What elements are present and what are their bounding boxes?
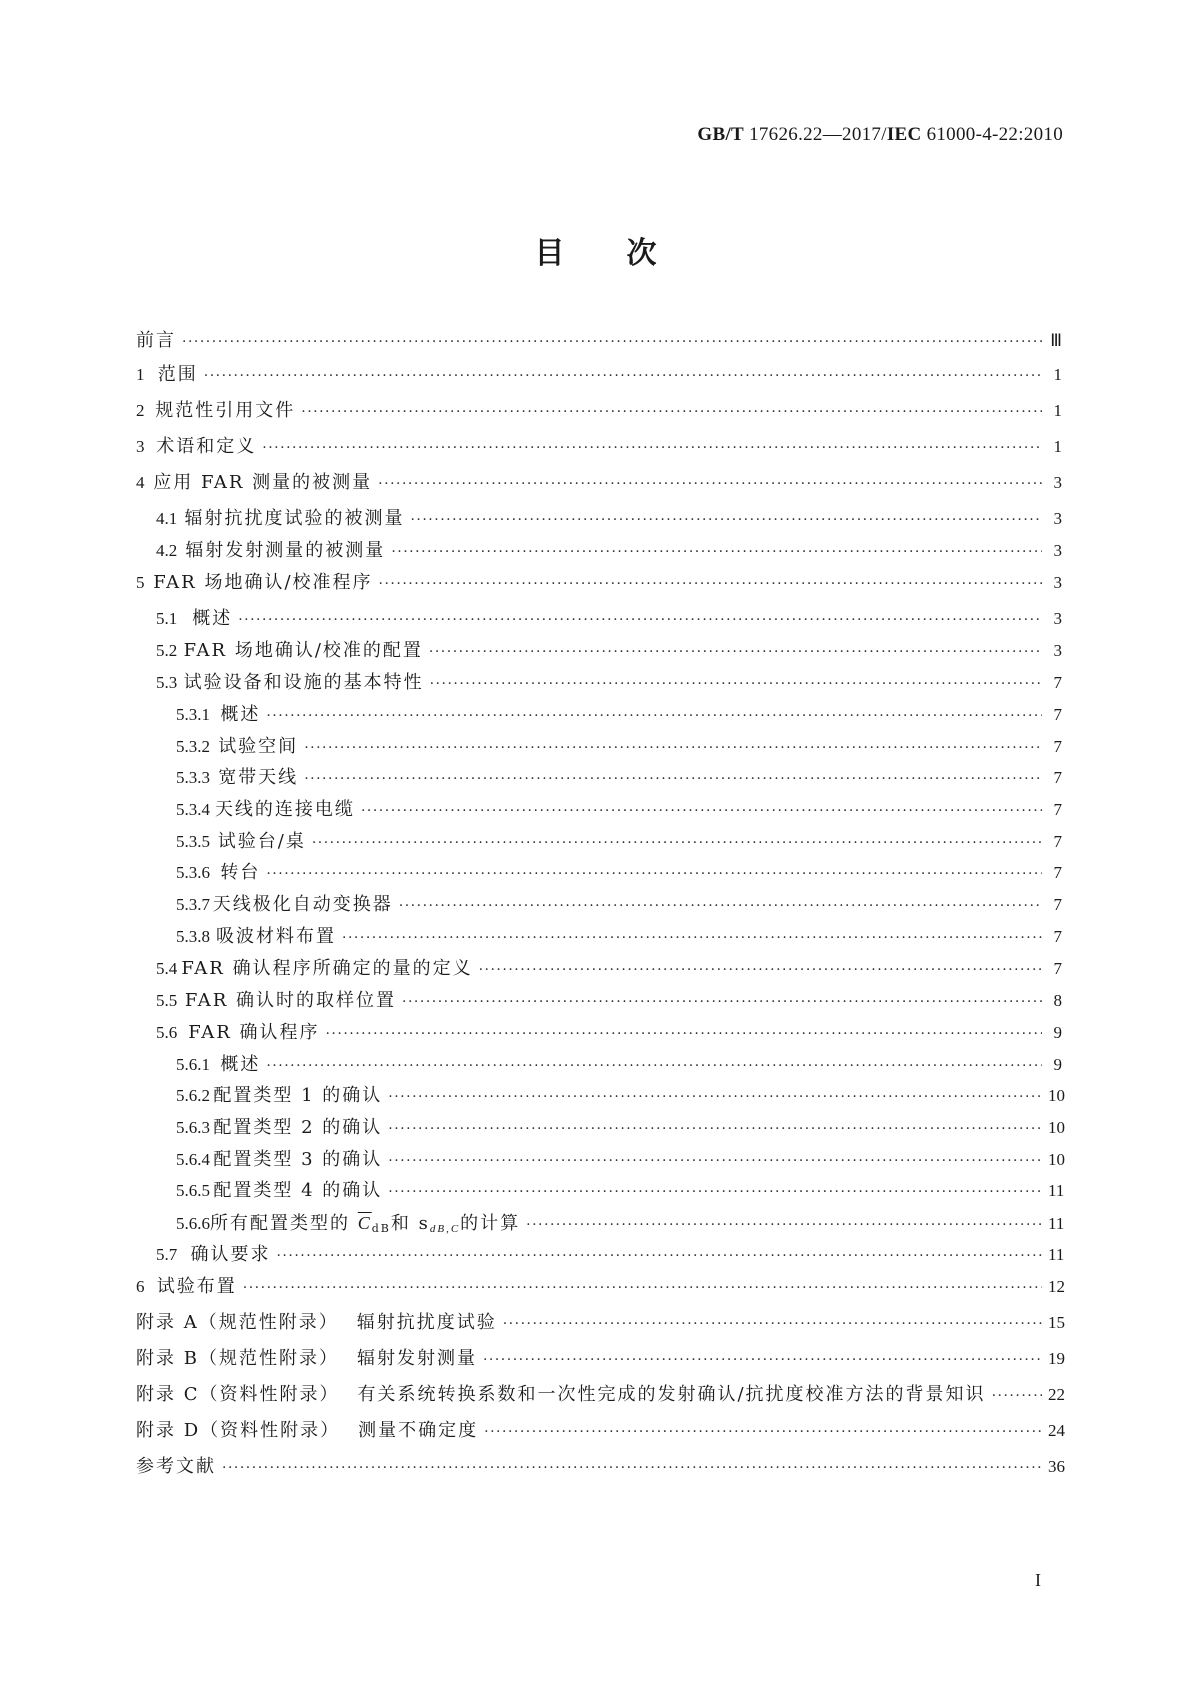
s-subscript: dB,C: [429, 1222, 461, 1235]
toc-entry-page: 7: [1053, 705, 1062, 724]
toc-entry-number: 5.3.6: [176, 863, 210, 883]
dot-leader: [222, 1457, 1042, 1479]
dot-leader: [479, 959, 1042, 981]
toc-entry[interactable]: [136, 736, 1062, 768]
toc-entry-page: 15: [1048, 1312, 1065, 1332]
toc-entry-page: 9: [1053, 1022, 1062, 1042]
c-mean-symbol: $\overline{C}$: [357, 1212, 372, 1233]
toc-entry-label: 前言: [136, 330, 176, 351]
toc-entry-label: 附录 A（规范性附录）: [136, 1311, 339, 1333]
toc-entry-page: 7: [1053, 863, 1062, 883]
dot-leader: [429, 641, 1042, 663]
dot-leader: [391, 541, 1042, 563]
toc-entry-number: 5.3.5: [176, 831, 210, 851]
toc-entry-page: 3: [1053, 509, 1062, 528]
toc-entry-label: FAR 场地确认/校准的配置: [183, 640, 423, 661]
code-iec-number: 61000-4-22:2010: [921, 124, 1063, 145]
toc-entry-label: 参考文献: [136, 1455, 216, 1477]
toc-entry-number: 4.1: [156, 509, 178, 528]
code-number: 17626.22—2017/: [744, 124, 887, 145]
dot-leader: [243, 1277, 1042, 1299]
toc-entry-number: 5.3.4: [176, 800, 210, 820]
toc-entry-number: 5.3: [156, 673, 178, 692]
toc-entry-label: 辐射发射测量的被测量: [185, 540, 386, 561]
dot-leader: [238, 609, 1042, 631]
dot-leader: [266, 1055, 1042, 1077]
toc-entry-annex-title: 测量不确定度: [358, 1419, 479, 1441]
toc-entry-label: 天线的连接电缆: [214, 799, 355, 821]
dot-leader: [312, 832, 1042, 854]
toc-entry-number: 5.3.2: [176, 736, 210, 756]
toc-entry-label: 试验空间: [218, 735, 299, 757]
toc-entry[interactable]: [136, 1275, 1065, 1312]
toc-entry[interactable]: [136, 572, 1062, 608]
toc-entry-number: 5.1: [156, 609, 178, 628]
toc-entry-label: 宽带天线: [218, 767, 299, 789]
toc-entry[interactable]: [136, 894, 1062, 926]
dot-leader: [204, 365, 1042, 387]
toc-entry[interactable]: [136, 1455, 1065, 1492]
c-mean-subscript: dB: [371, 1221, 391, 1235]
toc-entry-number: 5.6.6: [176, 1213, 210, 1233]
dot-leader: [483, 1349, 1042, 1371]
toc-entry-page: 7: [1053, 800, 1062, 820]
toc-entry-label: FAR 确认程序所确定的量的定义: [181, 957, 473, 979]
toc-entry-number: 5.6.5: [176, 1181, 210, 1201]
toc-entry-number: 5.3.3: [176, 768, 210, 788]
dot-leader: [304, 768, 1042, 790]
dot-leader: [266, 705, 1042, 727]
toc-entry-page: 3: [1053, 641, 1062, 660]
dot-leader: [503, 1313, 1042, 1335]
toc-entry-label: [210, 1212, 520, 1240]
toc-entry-number: 6: [136, 1276, 145, 1296]
toc-entry-label: 配置类型 2 的确认: [213, 1116, 383, 1138]
toc-entry-page: 3: [1053, 541, 1062, 560]
dot-leader: [378, 473, 1042, 495]
toc-entry-page: 19: [1048, 1348, 1065, 1368]
toc-entry[interactable]: [136, 1148, 1065, 1181]
toc-entry-page: 7: [1053, 736, 1062, 756]
toc-entry-label: 范围: [157, 364, 198, 385]
toc-entry[interactable]: [136, 704, 1062, 736]
dot-leader: [410, 509, 1042, 531]
toc-entry[interactable]: [136, 1180, 1065, 1212]
dot-leader: [266, 863, 1042, 885]
toc-entry-number: 3: [136, 437, 145, 456]
toc-entry-label: 试验台/桌: [217, 830, 306, 852]
toc-entry-number: 5.6: [156, 1022, 178, 1042]
toc-entry-page: 8: [1053, 990, 1062, 1010]
toc-entry[interactable]: [136, 1022, 1062, 1054]
toc-entry-annex-title: 辐射发射测量: [356, 1347, 477, 1369]
toc-entry-label: 附录 D（资料性附录）: [136, 1419, 341, 1441]
toc-entry-label: FAR 确认时的取样位置: [184, 989, 397, 1011]
dot-leader: [301, 401, 1042, 423]
toc-entry-label: 吸波材料布置: [216, 925, 337, 947]
toc-entry[interactable]: [136, 508, 1062, 540]
toc-entry-label-end: 的计算: [460, 1212, 521, 1234]
toc-entry-page: 1: [1053, 401, 1062, 420]
toc-entry[interactable]: [136, 364, 1062, 400]
dot-leader: [430, 673, 1042, 695]
toc-entry[interactable]: [136, 1347, 1065, 1384]
toc-entry[interactable]: [136, 400, 1062, 436]
dot-leader: [361, 800, 1042, 822]
toc-entry-number: 5.3.1: [176, 705, 210, 724]
code-iec: IEC: [886, 124, 922, 145]
toc-entry-page: 10: [1048, 1086, 1065, 1106]
toc-entry-page: 3: [1053, 573, 1062, 592]
toc-entry-number: 5.3.7: [176, 895, 210, 915]
toc-entry[interactable]: [136, 330, 1062, 364]
toc-entry[interactable]: [136, 831, 1062, 863]
toc-entry-page: 7: [1053, 958, 1062, 978]
toc-entry[interactable]: [136, 1116, 1065, 1149]
toc-entry-label: 试验设备和设施的基本特性: [183, 672, 424, 693]
toc-entry-label: 概述: [192, 608, 233, 629]
toc-entry-page: 7: [1053, 895, 1062, 915]
toc-entry-number: 1: [136, 365, 145, 384]
dot-leader: [992, 1385, 1042, 1407]
toc-entry-number: 2: [136, 401, 145, 420]
toc-entry-number: 5.6.3: [176, 1117, 210, 1137]
toc-entry-label: 配置类型 4 的确认: [213, 1180, 383, 1202]
toc-entry[interactable]: [136, 1054, 1062, 1086]
toc-entry-label-text: 所有配置类型的: [210, 1212, 358, 1234]
toc-entry-page: Ⅲ: [1050, 331, 1062, 350]
toc-entry[interactable]: [136, 799, 1062, 831]
toc-entry-label: 概述: [220, 1053, 261, 1075]
toc-entry-number: 5.6.2: [176, 1086, 210, 1106]
toc-entry-label: FAR 场地确认/校准程序: [153, 572, 373, 593]
document-code: [697, 124, 1063, 146]
toc-entry-number: 5.6.4: [176, 1149, 210, 1169]
dot-leader: [276, 1245, 1042, 1267]
toc-entry[interactable]: [136, 862, 1062, 894]
toc-entry-page: 7: [1053, 673, 1062, 692]
toc-entry-label: 试验布置: [156, 1275, 237, 1297]
dot-leader: [484, 1421, 1042, 1443]
toc-entry[interactable]: [136, 1311, 1065, 1348]
toc-entry-page: 10: [1048, 1117, 1065, 1137]
toc-entry-number: 5.7: [156, 1244, 178, 1264]
toc-entry-label: 附录 B（规范性附录）: [136, 1347, 339, 1369]
page-number: I: [1035, 1570, 1041, 1590]
toc-entry-page: 11: [1048, 1244, 1065, 1264]
dot-leader: [304, 737, 1042, 759]
toc-entry[interactable]: [136, 926, 1062, 958]
toc-entry-page: 12: [1048, 1276, 1065, 1296]
toc-entry-page: 7: [1053, 831, 1062, 851]
dot-leader: [388, 1086, 1042, 1108]
toc-entry-page: 22: [1048, 1384, 1065, 1404]
dot-leader: [325, 1023, 1042, 1045]
dot-leader: [526, 1214, 1042, 1236]
toc-entry[interactable]: [136, 958, 1062, 990]
toc-entry-annex-title: 辐射抗扰度试验: [356, 1311, 497, 1333]
toc-entry-label-mid: 和 s: [390, 1212, 430, 1234]
toc-entry-number: 5.2: [156, 641, 178, 660]
toc-entry-page: 11: [1048, 1181, 1065, 1201]
toc-entry-page: 7: [1053, 926, 1062, 946]
toc-entry-number: 5: [136, 573, 145, 592]
toc-entry-label: 概述: [220, 704, 261, 725]
table-of-contents: [136, 330, 1065, 1492]
dot-leader: [388, 1118, 1042, 1140]
toc-entry-page: 3: [1053, 473, 1062, 492]
toc-entry[interactable]: [136, 640, 1062, 672]
toc-entry-number: 5.3.8: [176, 926, 210, 946]
toc-entry-page: 11: [1048, 1213, 1065, 1233]
dot-leader: [379, 573, 1042, 595]
toc-entry[interactable]: [136, 540, 1062, 572]
toc-entry-label: 应用 FAR 测量的被测量: [153, 472, 373, 493]
toc-entry-number: 4.2: [156, 541, 178, 560]
toc-entry[interactable]: [136, 1383, 1065, 1420]
code-prefix: GB/T: [697, 124, 745, 145]
toc-entry-label: 辐射抗扰度试验的被测量: [184, 508, 405, 529]
dot-leader: [399, 895, 1042, 917]
toc-entry-annex-title: 有关系统转换系数和一次性完成的发射确认/抗扰度校准方法的背景知识: [357, 1383, 986, 1405]
dot-leader: [388, 1181, 1042, 1203]
toc-entry-page: 1: [1053, 365, 1062, 384]
toc-entry-page: 3: [1053, 609, 1062, 628]
toc-entry[interactable]: [136, 1243, 1065, 1276]
toc-entry-page: 10: [1048, 1149, 1065, 1169]
page-title: 目次: [534, 236, 719, 271]
toc-entry-label: 术语和定义: [156, 436, 257, 457]
toc-entry-label: 规范性引用文件: [155, 400, 296, 421]
dot-leader: [182, 331, 1042, 353]
toc-entry[interactable]: [136, 1085, 1065, 1117]
toc-entry-number: 5.4: [156, 958, 178, 978]
toc-entry-page: 1: [1053, 437, 1062, 456]
toc-entry-page: 7: [1053, 768, 1062, 788]
toc-entry[interactable]: [136, 672, 1062, 704]
toc-entry-label: 天线极化自动变换器: [212, 894, 393, 916]
toc-entry[interactable]: [136, 472, 1062, 508]
toc-entry-label: 附录 C（资料性附录）: [136, 1383, 340, 1405]
toc-entry-label: 配置类型 3 的确认: [213, 1148, 383, 1170]
dot-leader: [262, 437, 1042, 459]
toc-entry-number: 4: [136, 473, 145, 492]
toc-entry-number: 5.6.1: [176, 1054, 210, 1074]
toc-entry[interactable]: [136, 990, 1062, 1022]
dot-leader: [342, 927, 1042, 949]
toc-entry[interactable]: [136, 1419, 1065, 1456]
toc-entry[interactable]: [136, 608, 1062, 640]
toc-entry-label: 配置类型 1 的确认: [213, 1085, 383, 1107]
toc-entry-page: 24: [1048, 1420, 1065, 1440]
toc-entry-number: 5.5: [156, 990, 178, 1010]
toc-entry-page: 9: [1053, 1054, 1062, 1074]
toc-entry-label: 确认要求: [190, 1243, 271, 1265]
toc-entry[interactable]: [136, 436, 1062, 472]
toc-entry[interactable]: [136, 767, 1062, 799]
toc-entry-label: FAR 确认程序: [188, 1021, 320, 1043]
toc-entry-page: 36: [1048, 1456, 1065, 1476]
toc-entry-label: 转台: [220, 862, 261, 884]
toc-entry[interactable]: [136, 1212, 1065, 1244]
dot-leader: [402, 991, 1042, 1013]
dot-leader: [388, 1150, 1042, 1172]
